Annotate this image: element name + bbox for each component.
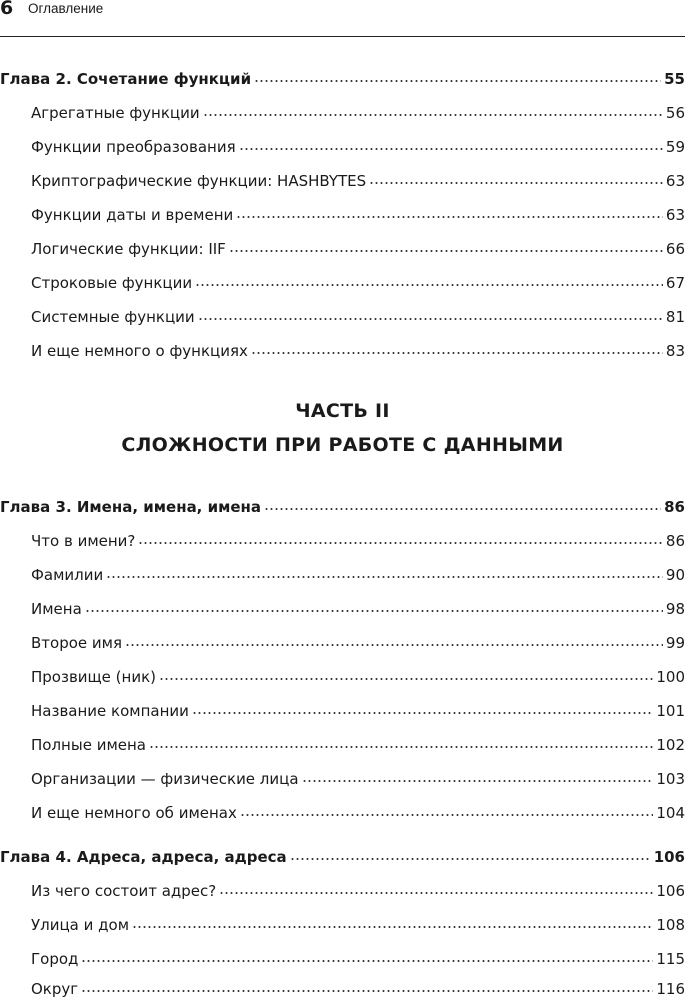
chapter-page: 86: [664, 498, 685, 516]
dot-leader: [159, 676, 653, 682]
toc-entry[interactable]: [0, 764, 685, 788]
dot-leader: [195, 282, 663, 288]
entry-page: 104: [656, 804, 685, 822]
entry-page: 115: [656, 950, 685, 968]
toc-entry[interactable]: [0, 730, 685, 754]
entry-page: 63: [665, 206, 685, 224]
dot-leader: [369, 180, 663, 186]
entry-page: 67: [665, 274, 685, 292]
entry-title: Название компании: [31, 702, 189, 720]
entry-page: 56: [665, 104, 685, 122]
dot-leader: [81, 988, 653, 994]
toc-entry[interactable]: [0, 132, 685, 156]
dot-leader: [229, 248, 663, 254]
page-header: [0, 0, 685, 22]
toc-entry[interactable]: [0, 594, 685, 618]
toc-entry[interactable]: [0, 662, 685, 686]
dot-leader: [219, 890, 653, 896]
dot-leader: [251, 350, 663, 356]
chapter-title: Глава 4. Адреса, адреса, адреса: [0, 848, 287, 866]
entry-page: 81: [665, 308, 685, 326]
dot-leader: [236, 214, 663, 220]
entry-page: 101: [656, 702, 685, 720]
toc-entry[interactable]: [0, 200, 685, 224]
chapter-page: 106: [653, 848, 685, 866]
toc-entry[interactable]: [0, 798, 685, 822]
toc-entry[interactable]: [0, 560, 685, 584]
entry-title: Фамилии: [31, 566, 104, 584]
dot-leader: [125, 642, 663, 648]
entry-page: 106: [656, 882, 685, 900]
toc-entry[interactable]: [0, 234, 685, 258]
toc-entry[interactable]: [0, 166, 685, 190]
dot-leader: [302, 778, 654, 784]
toc-entry[interactable]: [0, 696, 685, 720]
toc-chapter-2[interactable]: [0, 64, 685, 88]
entry-page: 90: [665, 566, 685, 584]
dot-leader: [264, 506, 661, 512]
entry-title: Что в имени?: [31, 532, 136, 550]
entry-title: И еще немного об именах: [31, 804, 237, 822]
entry-page: 99: [665, 634, 685, 652]
entry-title: Организации — физические лица: [31, 770, 299, 788]
entry-title: Логические функции: IIF: [31, 240, 226, 258]
entry-title: Системные функции: [31, 308, 195, 326]
toc-entry[interactable]: [0, 944, 685, 968]
part-title: СЛОЖНОСТИ ПРИ РАБОТЕ С ДАННЫМИ: [121, 434, 564, 456]
entry-page: 66: [665, 240, 685, 258]
dot-leader: [132, 924, 653, 930]
entry-page: 98: [665, 600, 685, 618]
toc-entry[interactable]: [0, 268, 685, 292]
part-label: ЧАСТЬ II: [295, 400, 390, 422]
dot-leader: [138, 540, 663, 546]
entry-page: 100: [656, 668, 685, 686]
toc-entry[interactable]: [0, 974, 685, 998]
toc-entry[interactable]: [0, 910, 685, 934]
entry-title: Из чего состоит адрес?: [31, 882, 217, 900]
entry-title: Второе имя: [31, 634, 122, 652]
chapter-title: Глава 2. Сочетание функций: [0, 70, 252, 88]
toc-entry[interactable]: [0, 98, 685, 122]
entry-page: 83: [665, 342, 685, 360]
entry-title: Функции даты и времени: [31, 206, 234, 224]
entry-title: Город: [31, 950, 79, 968]
entry-title: Прозвище (ник): [31, 668, 156, 686]
dot-leader: [149, 744, 653, 750]
page-number: 6: [0, 0, 14, 19]
entry-title: Округ: [31, 980, 79, 998]
toc-entry[interactable]: [0, 876, 685, 900]
entry-page: 102: [656, 736, 685, 754]
toc-chapter-3[interactable]: [0, 492, 685, 516]
dot-leader: [239, 146, 663, 152]
entry-title: И еще немного о функциях: [31, 342, 248, 360]
entry-page: 116: [656, 980, 685, 998]
dot-leader: [240, 812, 653, 818]
entry-title: Строковые функции: [31, 274, 193, 292]
running-title: Оглавление: [28, 1, 104, 16]
dot-leader: [192, 710, 653, 716]
dot-leader: [203, 112, 663, 118]
toc-chapter-4[interactable]: [0, 842, 685, 866]
entry-page: 63: [665, 172, 685, 190]
entry-page: 108: [656, 916, 685, 934]
entry-title: Функции преобразования: [31, 138, 236, 156]
dot-leader: [198, 316, 663, 322]
dot-leader: [254, 78, 661, 84]
entry-page: 59: [665, 138, 685, 156]
entry-title: Агрегатные функции: [31, 104, 200, 122]
dot-leader: [106, 574, 663, 580]
entry-page: 86: [665, 532, 685, 550]
entry-title: Полные имена: [31, 736, 146, 754]
toc-entry[interactable]: [0, 336, 685, 360]
dot-leader: [85, 608, 663, 614]
toc-entry[interactable]: [0, 302, 685, 326]
entry-page: 103: [656, 770, 685, 788]
toc-entry[interactable]: [0, 526, 685, 550]
entry-title: Имена: [31, 600, 82, 618]
chapter-page: 55: [664, 70, 685, 88]
dot-leader: [290, 856, 651, 862]
entry-title: Криптографические функции: HASHBYTES: [31, 172, 367, 190]
chapter-title: Глава 3. Имена, имена, имена: [0, 498, 262, 516]
header-rule: [0, 36, 685, 37]
entry-title: Улица и дом: [31, 916, 130, 934]
toc-entry[interactable]: [0, 628, 685, 652]
dot-leader: [81, 958, 653, 964]
